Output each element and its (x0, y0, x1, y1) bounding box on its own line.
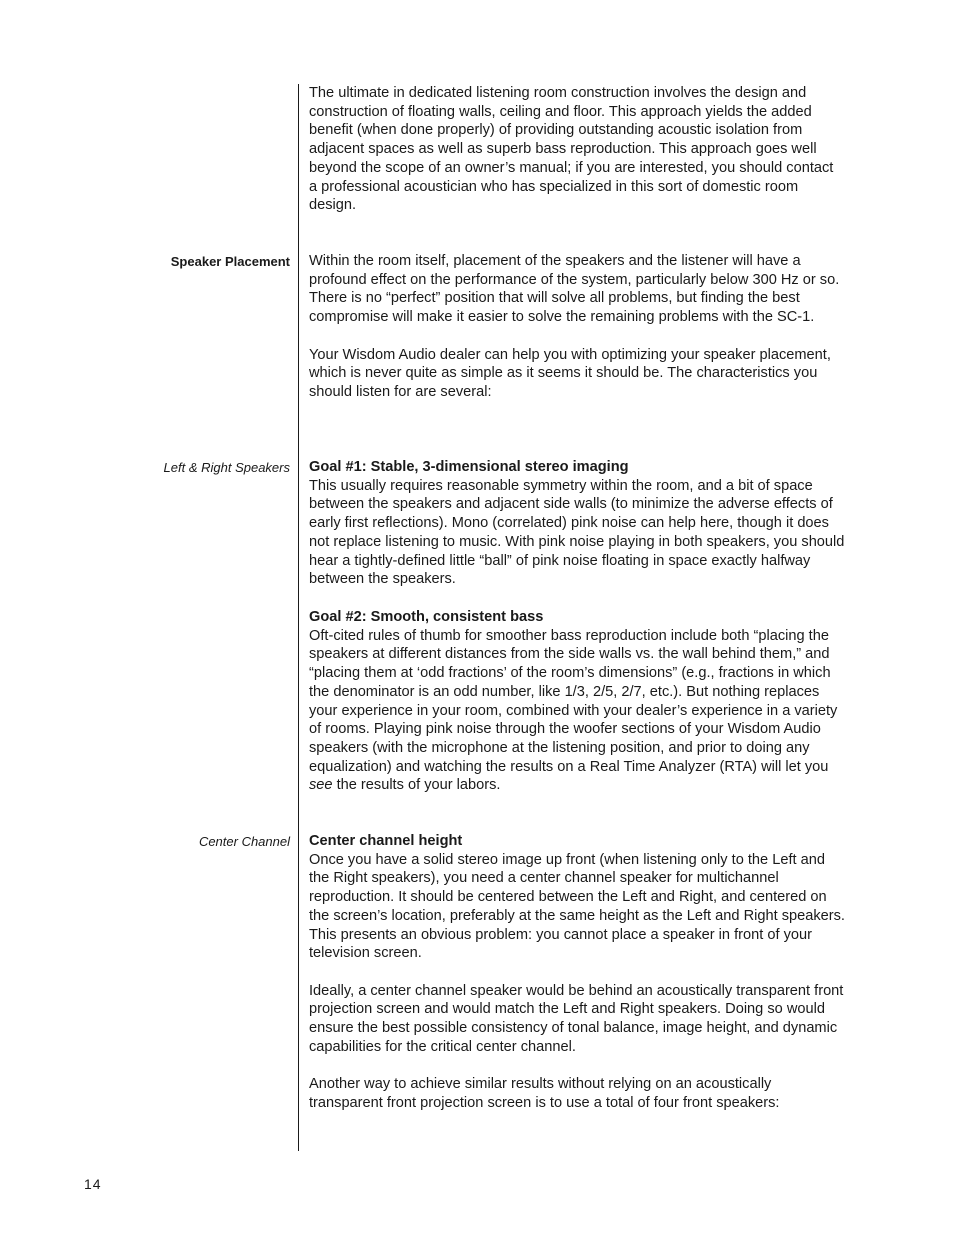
intro-paragraph: The ultimate in dedicated listening room construction involves the design and construction of floating walls, ceiling and floor. This approach yields the added benefit (when done properly) of providing outstanding acoustic isolation from adjacent spaces as well as superb bass reproduction. This approach goes well beyond the scope of an owner’s manual; if you are interested, you should contact a professional acoustician who has specialized in this sort of domestic room design. (309, 85, 834, 214)
sidebar-heading-left-right-speakers: Left & Right Speakers (163, 460, 290, 475)
center-paragraph-3: Another way to achieve similar results without relying on an acoustically transparent front projection screen is to use a total of four front speakers: (309, 1076, 780, 1111)
placement-paragraph-1: Within the room itself, placement of the speakers and the listener will have a profound effect on the performance of the system, particularly below 300 Hz or so. There is no “perfect” position that will solve all problems, but finding the best compromise will make it easier to solve the remaining problems with the SC-1. (309, 253, 840, 326)
fraction-two-fifths: 2/5 (592, 683, 614, 700)
goal1-body: This usually requires reasonable symmetry within the room, and a bit of space between the speakers and adjacent side walls (to minimize the adverse effects of early first reflections). Mono (correlated) pink noise can help here, though it does not replace listening to music. With pink noise playing in both speakers, you should hear a tightly-defined little “ball” of pink noise floating in space exactly halfway between the speakers. (309, 477, 845, 588)
goal2-body (309, 627, 845, 795)
sidebar-heading-speaker-placement: Speaker Placement (170, 254, 290, 269)
placement-paragraph-2: Your Wisdom Audio dealer can help you with optimizing your speaker placement, which is never quite as simple as it seems it should be. The characteristics you should listen for are several: (309, 346, 831, 400)
goal2-section (309, 608, 845, 795)
intro-section (309, 84, 845, 215)
fraction-two-sevenths: 2/7 (621, 683, 642, 700)
center-paragraph-1: Once you have a solid stereo image up front (when listening only to the Left and the Right speakers), you need a center channel speaker for multichannel reproduction. It should be centered between the Left and Right, and centered on the screen’s location, preferably at the same height as the Left and Right speakers. This presents an obvious problem: you cannot place a speaker in front of your television screen. (309, 851, 845, 962)
placement-section (309, 252, 845, 402)
sidebar-heading-center-channel: Center Channel (198, 834, 290, 849)
goal2-emphasis-see: see (309, 777, 333, 794)
center-heading: Center channel height (309, 833, 463, 849)
goal1-section (309, 458, 845, 589)
center-paragraph-2: Ideally, a center channel speaker would be behind an acoustically transparent front projection screen and would match the Left and Right speakers. Doing so would ensure the best possible consistency of tonal balance, image height, and dynamic capabilities for the critical center channel. (309, 982, 844, 1055)
fraction-one-third: 1/3 (564, 683, 585, 700)
page-number: 14 (84, 1176, 102, 1192)
column-divider-rule (298, 84, 299, 1151)
goal2-body-c: the results of your labors. (332, 777, 501, 794)
goal1-heading: Goal #1: Stable, 3-dimensional stereo imaging (309, 459, 629, 475)
goal2-heading: Goal #2: Smooth, consistent bass (309, 609, 544, 625)
center-section (309, 832, 845, 1113)
goal2-body-a: Oft-cited rules of thumb for smoother bass reproduction include both “placing the speakers at different distances from the side walls vs. the wall behind them,” and “placing them at ‘odd fractions’ of the room’s dimensions” (e.g., fractions in which the denominator is an odd number, like (309, 627, 831, 700)
fraction-sep-1: , (584, 683, 593, 700)
goal2-body-b: , etc.). But nothing replaces your experience in your room, combined with your dealer’s experience in a variety of rooms. Playing pink noise through the woofer sections of your Wisdom Audio speakers (with the microphone at the listening position, and prior to doing any equalization) and watching the results on a Real Time Analyzer (RTA) will let you (309, 683, 838, 775)
fraction-sep-2: , (613, 683, 622, 700)
